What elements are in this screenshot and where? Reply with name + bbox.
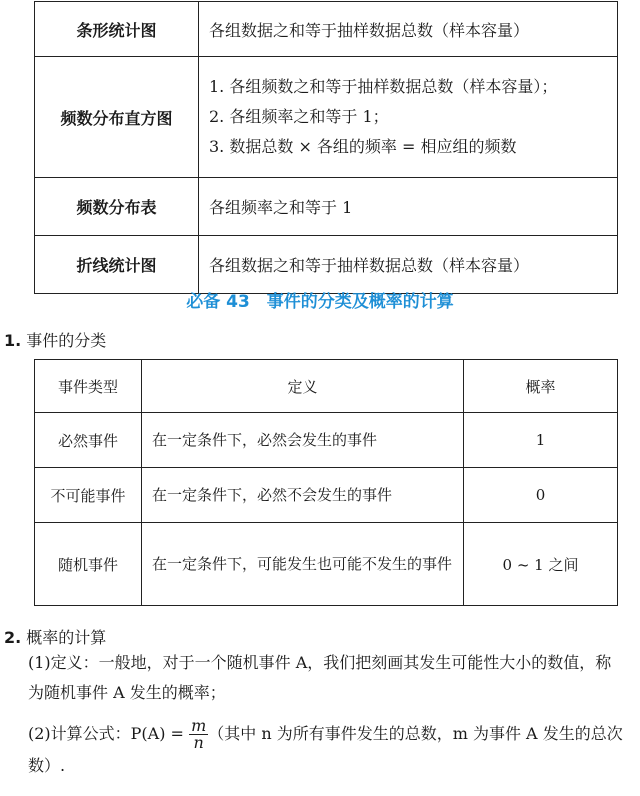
table-row [35, 178, 618, 236]
section-title: 必备 43 事件的分类及概率的计算 [186, 292, 454, 312]
chart-property-cell [199, 57, 618, 178]
probability-fraction [189, 718, 208, 751]
table-row [35, 2, 618, 57]
fraction-denominator: n [193, 733, 204, 752]
property-item: 各组频率之和等于 1 [209, 198, 353, 217]
event-type-cell: 不可能事件 [35, 468, 142, 523]
property-item: 各组数据之和等于抽样数据总数（样本容量） [209, 256, 530, 275]
table-row [35, 57, 618, 178]
formula-suffix: （其中 n 为所有事件发生的总数，m 为事件 A 发生的总次数）. [28, 724, 623, 775]
fraction-numerator: m [191, 716, 207, 735]
chart-type-cell: 频数分布直方图 [35, 57, 199, 178]
formula-prefix: (2)计算公式：P(A) = [28, 724, 190, 743]
property-item: 3. 数据总数 × 各组的频率 = 相应组的频数 [209, 137, 517, 156]
column-header: 定义 [142, 360, 464, 413]
table-row [35, 523, 618, 606]
event-classification-table [34, 359, 618, 606]
definition-cell: 在一定条件下，必然不会发生的事件 [142, 468, 464, 523]
chart-type-cell: 折线统计图 [35, 236, 199, 294]
chart-property-cell [199, 236, 618, 294]
column-header: 事件类型 [35, 360, 142, 413]
chart-property-cell [199, 178, 618, 236]
heading-text: 事件的分类 [21, 331, 107, 350]
probability-cell: 0 ~ 1 之间 [464, 523, 618, 606]
definition-paragraph: (1)定义：一般地，对于一个随机事件 A，我们把刻画其发生可能性大小的数值，称为随机事件 A 发生的概率； [28, 653, 612, 702]
table-row [35, 468, 618, 523]
chart-property-cell [199, 2, 618, 57]
property-item: 各组数据之和等于抽样数据总数（样本容量） [209, 20, 530, 40]
probability-cell: 0 [464, 468, 618, 523]
table-header-row [35, 360, 618, 413]
statistics-chart-table [34, 1, 618, 294]
chart-type-cell: 频数分布表 [35, 178, 199, 236]
property-item: 2. 各组频率之和等于 1； [209, 107, 389, 126]
probability-cell: 1 [464, 413, 618, 468]
event-type-cell: 必然事件 [35, 413, 142, 468]
heading-number: 2. [4, 628, 22, 647]
column-header: 概率 [464, 360, 618, 413]
heading-text: 概率的计算 [21, 628, 107, 647]
event-type-cell: 随机事件 [35, 523, 142, 606]
property-item: 1. 各组频数之和等于抽样数据总数（样本容量）； [209, 77, 558, 96]
table-row [35, 413, 618, 468]
definition-cell: 在一定条件下，可能发生也可能不发生的事件 [142, 523, 464, 606]
table-row [35, 236, 618, 294]
heading-event-classification [4, 328, 106, 351]
formula-paragraph [28, 718, 624, 781]
chart-type-cell: 条形统计图 [35, 2, 199, 57]
heading-number: 1. [4, 331, 22, 350]
heading-probability-calculation [4, 625, 106, 648]
definition-cell: 在一定条件下，必然会发生的事件 [142, 413, 464, 468]
